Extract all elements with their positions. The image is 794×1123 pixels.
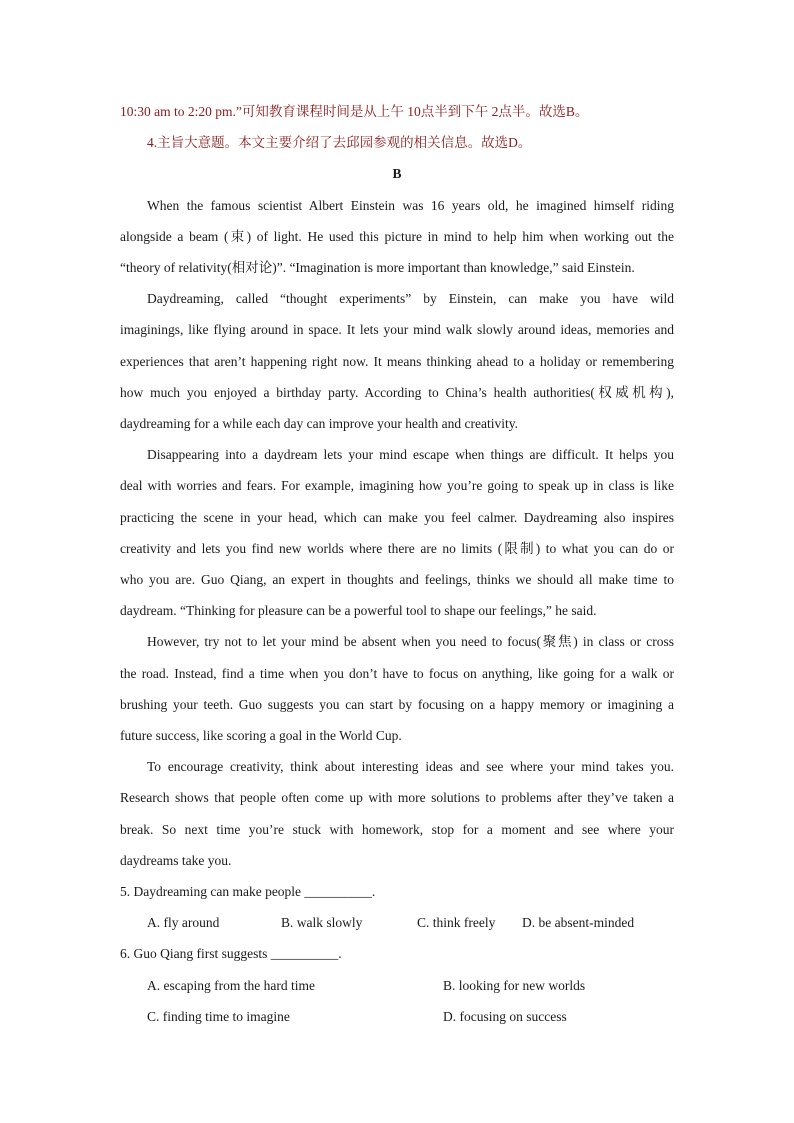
option-b: B. looking for new worlds xyxy=(443,977,586,993)
question-options xyxy=(120,907,674,938)
passage-line: alongside a beam (束) of light. He used this picture in mind to help him when working out the xyxy=(120,228,674,244)
option-d: D. focusing on success xyxy=(443,1008,567,1024)
question-stem: 5. Daydreaming can make people __________. xyxy=(120,884,376,900)
question-6 xyxy=(120,938,674,1032)
option-d: D. be absent-minded xyxy=(522,915,635,931)
option-c: C. think freely xyxy=(417,915,496,931)
passage-paragraph-1 xyxy=(120,190,674,284)
passage-line: break. So next time you’re stuck with homework, stop for a moment and see where your xyxy=(120,821,674,837)
answer-note-line-1: 10:30 am to 2:20 pm.”可知教育课程时间是从上午 10点半到下午 2点半。故选B。 xyxy=(120,104,589,119)
passage-line: Research shows that people often come up with more solutions to problems after they’ve taken a xyxy=(120,790,674,806)
option-b: B. walk slowly xyxy=(281,915,363,931)
passage-line: When the famous scientist Albert Einstein was 16 years old, he imagined himself riding xyxy=(147,197,674,213)
passage-line: deal with worries and fears. For example, imagining how you’re going to speak up in class is like xyxy=(120,478,674,494)
passage-line: how much you enjoyed a birthday party. According to China’s health authorities(权威机构), xyxy=(120,384,674,400)
question-5 xyxy=(120,876,674,938)
passage-line: brushing your teeth. Guo suggests you can start by focusing on a happy memory or imagining a xyxy=(120,696,674,712)
option-a: A. escaping from the hard time xyxy=(147,977,315,993)
passage-paragraph-3 xyxy=(120,439,674,626)
passage-line: the road. Instead, find a time when you don’t have to focus on anything, like going for a walk or xyxy=(120,665,674,681)
section-title: B xyxy=(392,166,402,182)
answer-note-line-2: 4.主旨大意题。本文主要介绍了去邱园参观的相关信息。故选D。 xyxy=(147,135,532,151)
passage-line: “theory of relativity(相对论)”. “Imagination is more important than knowledge,” said Einstein. xyxy=(120,260,635,276)
option-c: C. finding time to imagine xyxy=(147,1008,290,1024)
question-stem: 6. Guo Qiang first suggests __________. xyxy=(120,946,342,962)
question-options xyxy=(120,1001,674,1032)
passage-line: experiences that aren’t happening right now. It means thinking ahead to a holiday or remembering xyxy=(120,353,674,369)
passage-line: daydream. “Thinking for pleasure can be a powerful tool to shape our feelings,” he said. xyxy=(120,603,597,619)
passage-line: daydreams take you. xyxy=(120,852,232,868)
passage-line: imaginings, like flying around in space. It lets your mind walk slowly around ideas, memories and xyxy=(120,322,674,338)
passage-line: future success, like scoring a goal in the World Cup. xyxy=(120,728,402,744)
passage-line: practicing the scene in your head, which can make you feel calmer. Daydreaming also inspires xyxy=(120,509,674,525)
passage-paragraph-4 xyxy=(120,626,674,751)
passage-paragraph-2 xyxy=(120,283,674,439)
document-page xyxy=(120,96,674,1032)
passage-line: Daydreaming, called “thought experiments” by Einstein, can make you have wild xyxy=(147,291,674,307)
passage-line: who you are. Guo Qiang, an expert in thoughts and feelings, thinks we should all make time to xyxy=(120,572,674,588)
option-a: A. fly around xyxy=(147,915,220,931)
passage-line: creativity and lets you find new worlds where there are no limits (限制) to what you can do or xyxy=(120,540,674,556)
question-options xyxy=(120,970,674,1001)
passage-line: daydreaming for a while each day can improve your health and creativity. xyxy=(120,416,518,432)
passage-paragraph-5 xyxy=(120,751,674,876)
passage-line: However, try not to let your mind be absent when you need to focus(聚焦) in class or cross xyxy=(147,634,674,650)
passage-line: To encourage creativity, think about interesting ideas and see where your mind takes you. xyxy=(147,759,674,775)
passage-line: Disappearing into a daydream lets your mind escape when things are difficult. It helps you xyxy=(147,447,674,463)
